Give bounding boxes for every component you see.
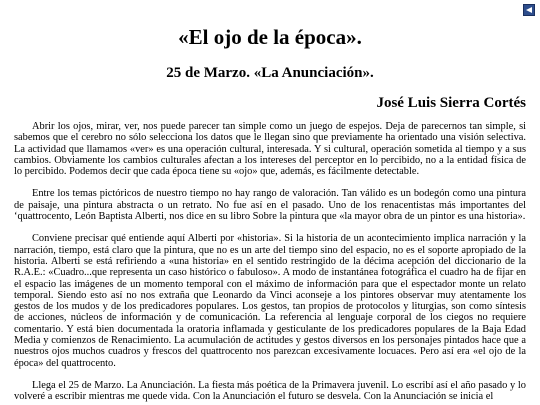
article-subtitle: 25 de Marzo. «La Anunciación». xyxy=(166,65,374,81)
paragraph: Entre los temas pictóricos de nuestro tiempo no hay rango de valoración. Tan válido es un bodegón como una pintura de paisaje, una pintura abstracta o un retrato. No fue así en el pasado. Uno de los renacentistas más importantes del ‘quattrocento, León Baptista Alberti, nos dice en su libro Sobre la pintura que «la mayor obra de un pintor es una historia». xyxy=(14,188,526,223)
back-button[interactable] xyxy=(523,4,535,16)
paragraph: Llega el 25 de Marzo. La Anunciación. La fiesta más poética de la Primavera juvenil. Lo escribí así el año pasado y lo volveré a escribir mientras me quede vida. Con la Anunciación el futuro se desvela. Con la Anunciación se inicia el xyxy=(14,379,526,403)
article-body xyxy=(14,121,526,405)
article-author: José Luis Sierra Cortés xyxy=(376,95,526,111)
paragraph: Conviene precisar qué entiende aquí Alberti por «historia». Si la historia de un acontecimiento implica narración y la narración, tiempo, está claro que la pintura, que no es un arte del tiempo sino del espacio, no es el soporte apropiado de la historia. Alberti se está refiriendo a «una historia» en el sentido restringido de la décima acepción del diccionario de la R.A.E.: «Cuadro...que representa un caso histórico o fabuloso». A modo de instantánea fotográfica el cuadro ha de fijar en el espacio las imágenes de un momento temporal con el máximo de información para que el espectador monte un relato temporal. Siendo esto así no nos extraña que Leonardo da Vinci aconseje a los pintores observar muy atentamente los gestos de los mudos y de los predicadores populares. Los gestos, tan propios de protocolos y liturgias, son como síntesis de acciones, núcleos de información y de comunicación. La referencia al lenguaje corporal de los ciegos no requiere comentario. Y está bien documentada la oratoria inflamada y gesticulante de los predicadores populares de la Baja Edad Media y comienzos de Renacimiento. La acumulación de actitudes y gestos diversos en los personajes pintados hace que a nuestros ojos muchos cuadros y frescos del quattrocento nos parezcan excesivamente locuaces. Pero así era «el ojo de la época» del quattrocento. xyxy=(14,233,526,369)
paragraph: Abrir los ojos, mirar, ver, nos puede parecer tan simple como un juego de espejos. Deja de parecernos tan simple, si sabemos que el cerebro no sólo selecciona los datos que le llegan sino que previamente ha orientado una visión selectiva. La actividad que llamamos «ver» es una operación cultural, interesada. Y si cultural, operación sometida al tiempo y a sus cambios. Obviamente los cambios culturales afectan a los intereses del perceptor en lo percibido, no a la entidad física de lo percibido. Podemos decir que cada época tiene su «ojo» que, además, es fácilmente detectable. xyxy=(14,121,526,178)
article-title: «El ojo de la época». xyxy=(178,25,362,49)
back-arrow-icon xyxy=(526,7,532,13)
